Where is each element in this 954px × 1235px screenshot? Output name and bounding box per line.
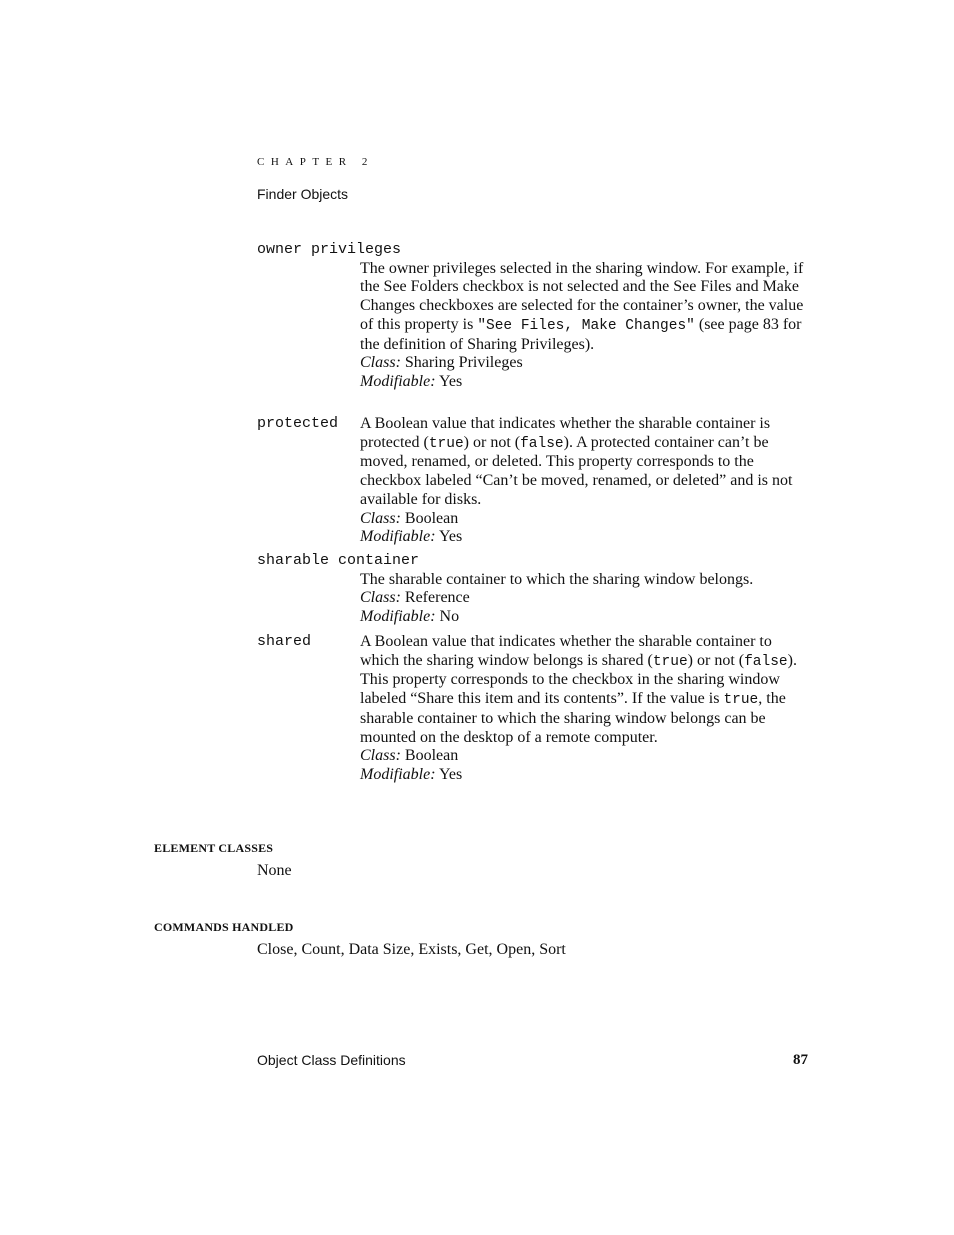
class-value: Boolean <box>404 747 459 765</box>
property-shared <box>257 633 817 785</box>
property-term: owner privileges <box>257 241 402 258</box>
commands-handled-body: Close, Count, Data Size, Exists, Get, Open, Sort <box>257 941 566 958</box>
description-text: The owner privileges selected in the sharing window. For example, if the See Folders checkbox is not selected and the See Files and Make Changes checkboxes are selected for the container’s owner, the value of this property is <box>360 259 804 333</box>
modifiable-label: Modifiable: <box>360 608 436 626</box>
description-text: ) or not ( <box>687 651 745 669</box>
property-description <box>360 260 805 392</box>
class-value: Reference <box>404 589 470 607</box>
class-line <box>360 354 805 373</box>
code-literal: "See Files, Make Changes" <box>477 317 695 334</box>
modifiable-label: Modifiable: <box>360 528 436 546</box>
property-term: shared <box>257 633 312 650</box>
modifiable-line <box>360 608 805 627</box>
modifiable-label: Modifiable: <box>360 372 436 390</box>
modifiable-value: No <box>439 608 460 626</box>
code-literal: false <box>744 653 788 670</box>
modifiable-value: Yes <box>438 372 463 390</box>
property-sharable-container <box>257 552 817 627</box>
chapter-title: Finder Objects <box>257 186 349 202</box>
property-description <box>360 633 805 785</box>
class-line <box>360 589 805 608</box>
description-text: ). This property corresponds to the checkbox in the sharing window labeled “Share this item and its contents”. If the value is <box>360 651 797 708</box>
code-literal: false <box>520 435 564 452</box>
code-literal: true <box>652 653 688 670</box>
description-text: The sharable container to which the sharing window belongs. <box>360 570 754 588</box>
code-literal: true <box>428 435 464 452</box>
modifiable-value: Yes <box>438 528 463 546</box>
class-line <box>360 510 805 529</box>
class-label: Class: <box>360 747 401 765</box>
description-text: ) or not ( <box>463 433 521 451</box>
element-classes-body: None <box>257 862 292 879</box>
modifiable-line <box>360 373 805 392</box>
description-text: (see page 83 for the definition of Sharing Privileges). <box>360 315 802 353</box>
property-description <box>360 415 805 547</box>
class-label: Class: <box>360 354 401 372</box>
class-label: Class: <box>360 589 401 607</box>
property-term: sharable container <box>257 552 420 569</box>
description-text: , the sharable container to which the sharing window belongs can be mounted on the desktop of a remote computer. <box>360 690 786 746</box>
class-label: Class: <box>360 509 401 527</box>
description-text: A Boolean value that indicates whether the sharable container is protected ( <box>360 415 771 451</box>
commands-handled-heading: COMMANDS HANDLED <box>154 920 294 934</box>
modifiable-label: Modifiable: <box>360 765 436 783</box>
modifiable-line <box>360 766 805 785</box>
element-classes-heading: ELEMENT CLASSES <box>154 841 274 855</box>
footer-title: Object Class Definitions <box>257 1052 406 1068</box>
class-value: Sharing Privileges <box>404 354 523 372</box>
property-protected <box>257 415 817 547</box>
modifiable-value: Yes <box>438 765 463 783</box>
class-value: Boolean <box>404 509 459 527</box>
page-number: 87 <box>793 1052 808 1068</box>
chapter-label: CHAPTER 2 <box>257 156 374 168</box>
class-line <box>360 747 805 766</box>
property-owner-privileges <box>257 241 817 392</box>
description-text: ). A protected container can’t be moved, renamed, or deleted. This property corresponds to the checkbox labeled “Can’t be moved, renamed, or deleted” and is not available for disks. <box>360 433 793 508</box>
modifiable-line <box>360 528 805 547</box>
property-description <box>360 571 805 627</box>
property-term: protected <box>257 415 339 432</box>
description-text: A Boolean value that indicates whether the sharable container to which the sharing window belongs is shared ( <box>360 633 772 669</box>
code-literal: true <box>723 692 759 709</box>
